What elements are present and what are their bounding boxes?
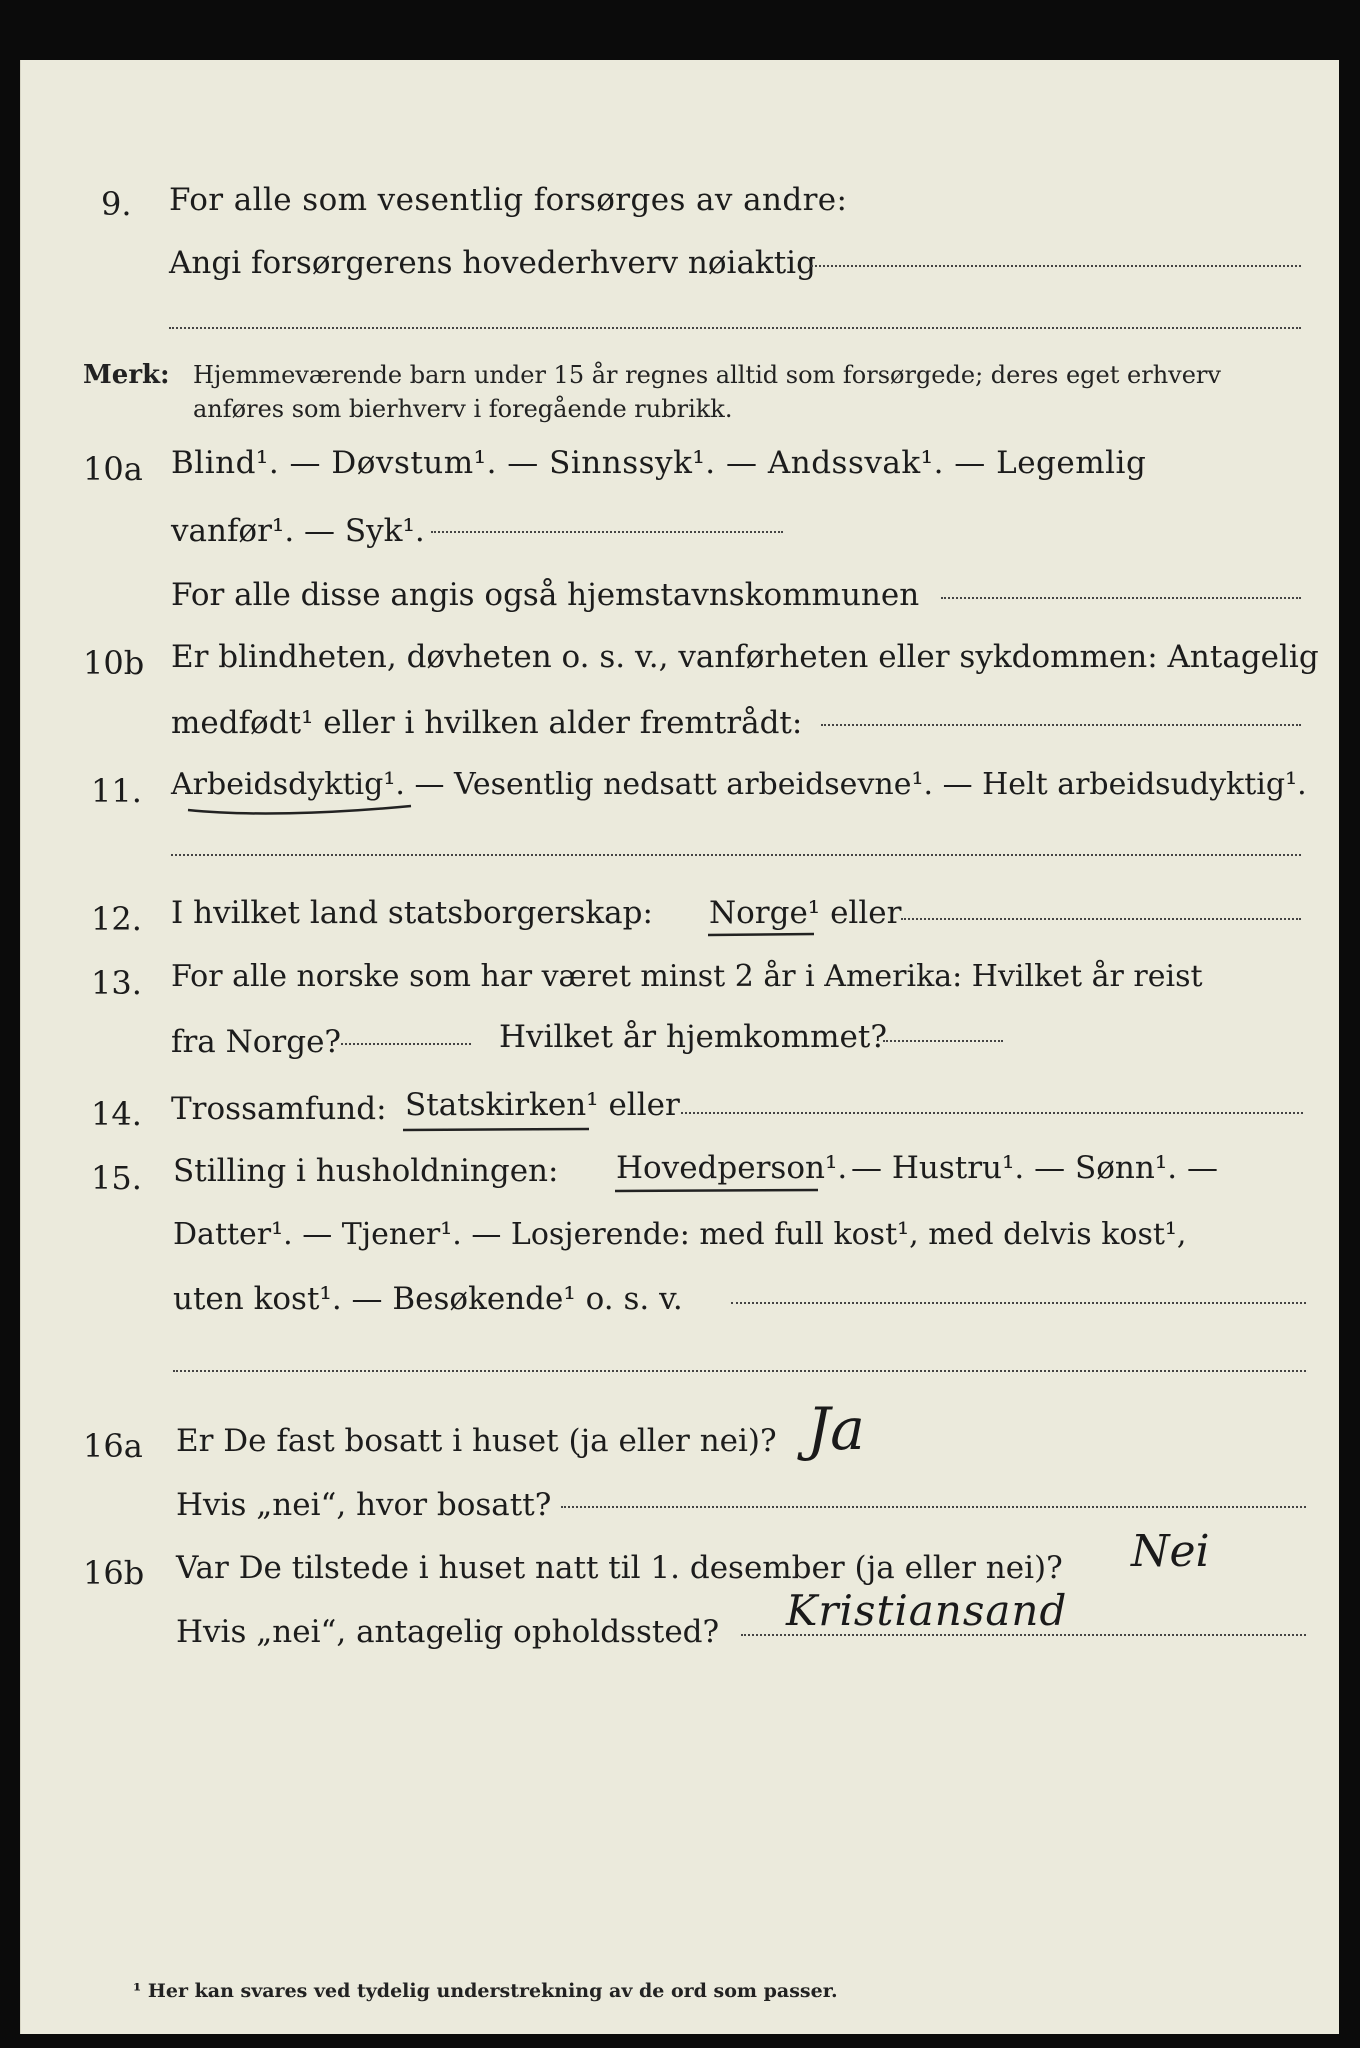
q15-line1b: Hovedperson¹.	[616, 1150, 848, 1186]
q9-line1: For alle som vesentlig forsørges av andre:	[169, 182, 848, 218]
q10a-answer-line	[431, 531, 783, 533]
q14-answer-line	[681, 1112, 1303, 1114]
q16a-line2: Hvis „nei“, hvor bosatt?	[176, 1487, 552, 1523]
q16a-number: 16a	[83, 1427, 143, 1465]
q12-answer: Norge¹ eller	[709, 895, 902, 931]
q10b-line2: medfødt¹ eller i hvilken alder fremtrådt:	[171, 705, 803, 741]
q16b-handwritten-place: Kristiansand	[786, 1586, 1068, 1635]
q13-line1: For alle norske som har været minst 2 år i Amerika: Hvilket år reist	[171, 959, 1203, 994]
q11-number: 11.	[91, 772, 142, 810]
q10b-number: 10b	[83, 644, 145, 682]
q10a-line1: Blind¹. — Døvstum¹. — Sinnssyk¹. — Andssvak¹. — Legemlig	[171, 445, 1147, 481]
q14-answer: Statskirken¹ eller	[405, 1087, 680, 1123]
q15-handwritten-underline	[613, 1186, 823, 1196]
footnote: ¹ Her kan svares ved tydelig understrekning av de ord som passer.	[133, 1980, 838, 2002]
q10a-line3: For alle disse angis også hjemstavnskommunen	[171, 577, 920, 613]
merk-line2: anføres som bierhverv i foregående rubrikk.	[193, 395, 733, 423]
q15-number: 15.	[91, 1159, 142, 1197]
q15-line3: uten kost¹. — Besøkende¹ o. s. v.	[173, 1281, 683, 1317]
q13-hjemkommet-answer-line	[883, 1040, 1003, 1042]
q11-line1: Arbeidsdyktig¹. — Vesentlig nedsatt arbeidsevne¹. — Helt arbeidsudyktig¹.	[171, 767, 1307, 802]
q16a-line1: Er De fast bosatt i huset (ja eller nei)?	[176, 1423, 777, 1459]
merk-line1: Hjemmeværende barn under 15 år regnes alltid som forsørgede; deres eget erhverv	[193, 361, 1221, 389]
q16a-handwritten-answer: Ja	[807, 1395, 865, 1463]
q10b-line1: Er blindheten, døvheten o. s. v., vanførheten eller sykdommen: Antagelig	[171, 639, 1319, 675]
q12-answer-line	[901, 918, 1301, 920]
q16b-number: 16b	[83, 1554, 145, 1592]
q10a-number: 10a	[83, 450, 143, 488]
merk-label: Merk:	[83, 360, 170, 390]
q16b-answer-line	[741, 1634, 1306, 1636]
q9-answer-line	[811, 265, 1301, 267]
q10a-answer-line-2	[941, 597, 1301, 599]
q9-line2: Angi forsørgerens hovederhverv nøiaktig	[169, 245, 816, 281]
q10a-line2: vanfør¹. — Syk¹.	[171, 513, 425, 549]
q16b-line1: Var De tilstede i huset natt til 1. desember (ja eller nei)?	[176, 1550, 1063, 1586]
q15-line1c: — Hustru¹. — Sønn¹. —	[851, 1150, 1218, 1186]
q15-answer-line	[731, 1302, 1306, 1304]
q14-text: Trossamfund:	[171, 1091, 387, 1127]
q15-line2: Datter¹. — Tjener¹. — Losjerende: med full kost¹, med delvis kost¹,	[173, 1217, 1187, 1252]
q10b-answer-line	[821, 724, 1301, 726]
q13-reist-answer-line	[341, 1043, 471, 1045]
q11-handwritten-underline	[186, 800, 416, 820]
q16a-answer-line	[561, 1506, 1306, 1508]
q12-text: I hvilket land statsborgerskap:	[171, 895, 653, 931]
q13-line2b: Hvilket år hjemkommet?	[499, 1019, 887, 1055]
q12-handwritten-underline	[706, 930, 816, 940]
q9-number: 9.	[101, 185, 132, 223]
q14-number: 14.	[91, 1095, 142, 1133]
census-form-page	[20, 60, 1339, 2034]
q12-number: 12.	[91, 900, 142, 938]
q14-handwritten-underline	[401, 1125, 591, 1135]
q9-answer-line-2	[169, 327, 1301, 329]
q15-line1a: Stilling i husholdningen:	[173, 1153, 559, 1189]
q13-number: 13.	[91, 964, 142, 1002]
q11-answer-line	[171, 854, 1301, 856]
q16b-line2: Hvis „nei“, antagelig opholdssted?	[176, 1614, 720, 1650]
q15-answer-line-2	[173, 1370, 1306, 1372]
q16b-handwritten-answer: Nei	[1131, 1526, 1210, 1577]
q13-line2a: fra Norge?	[171, 1024, 342, 1060]
